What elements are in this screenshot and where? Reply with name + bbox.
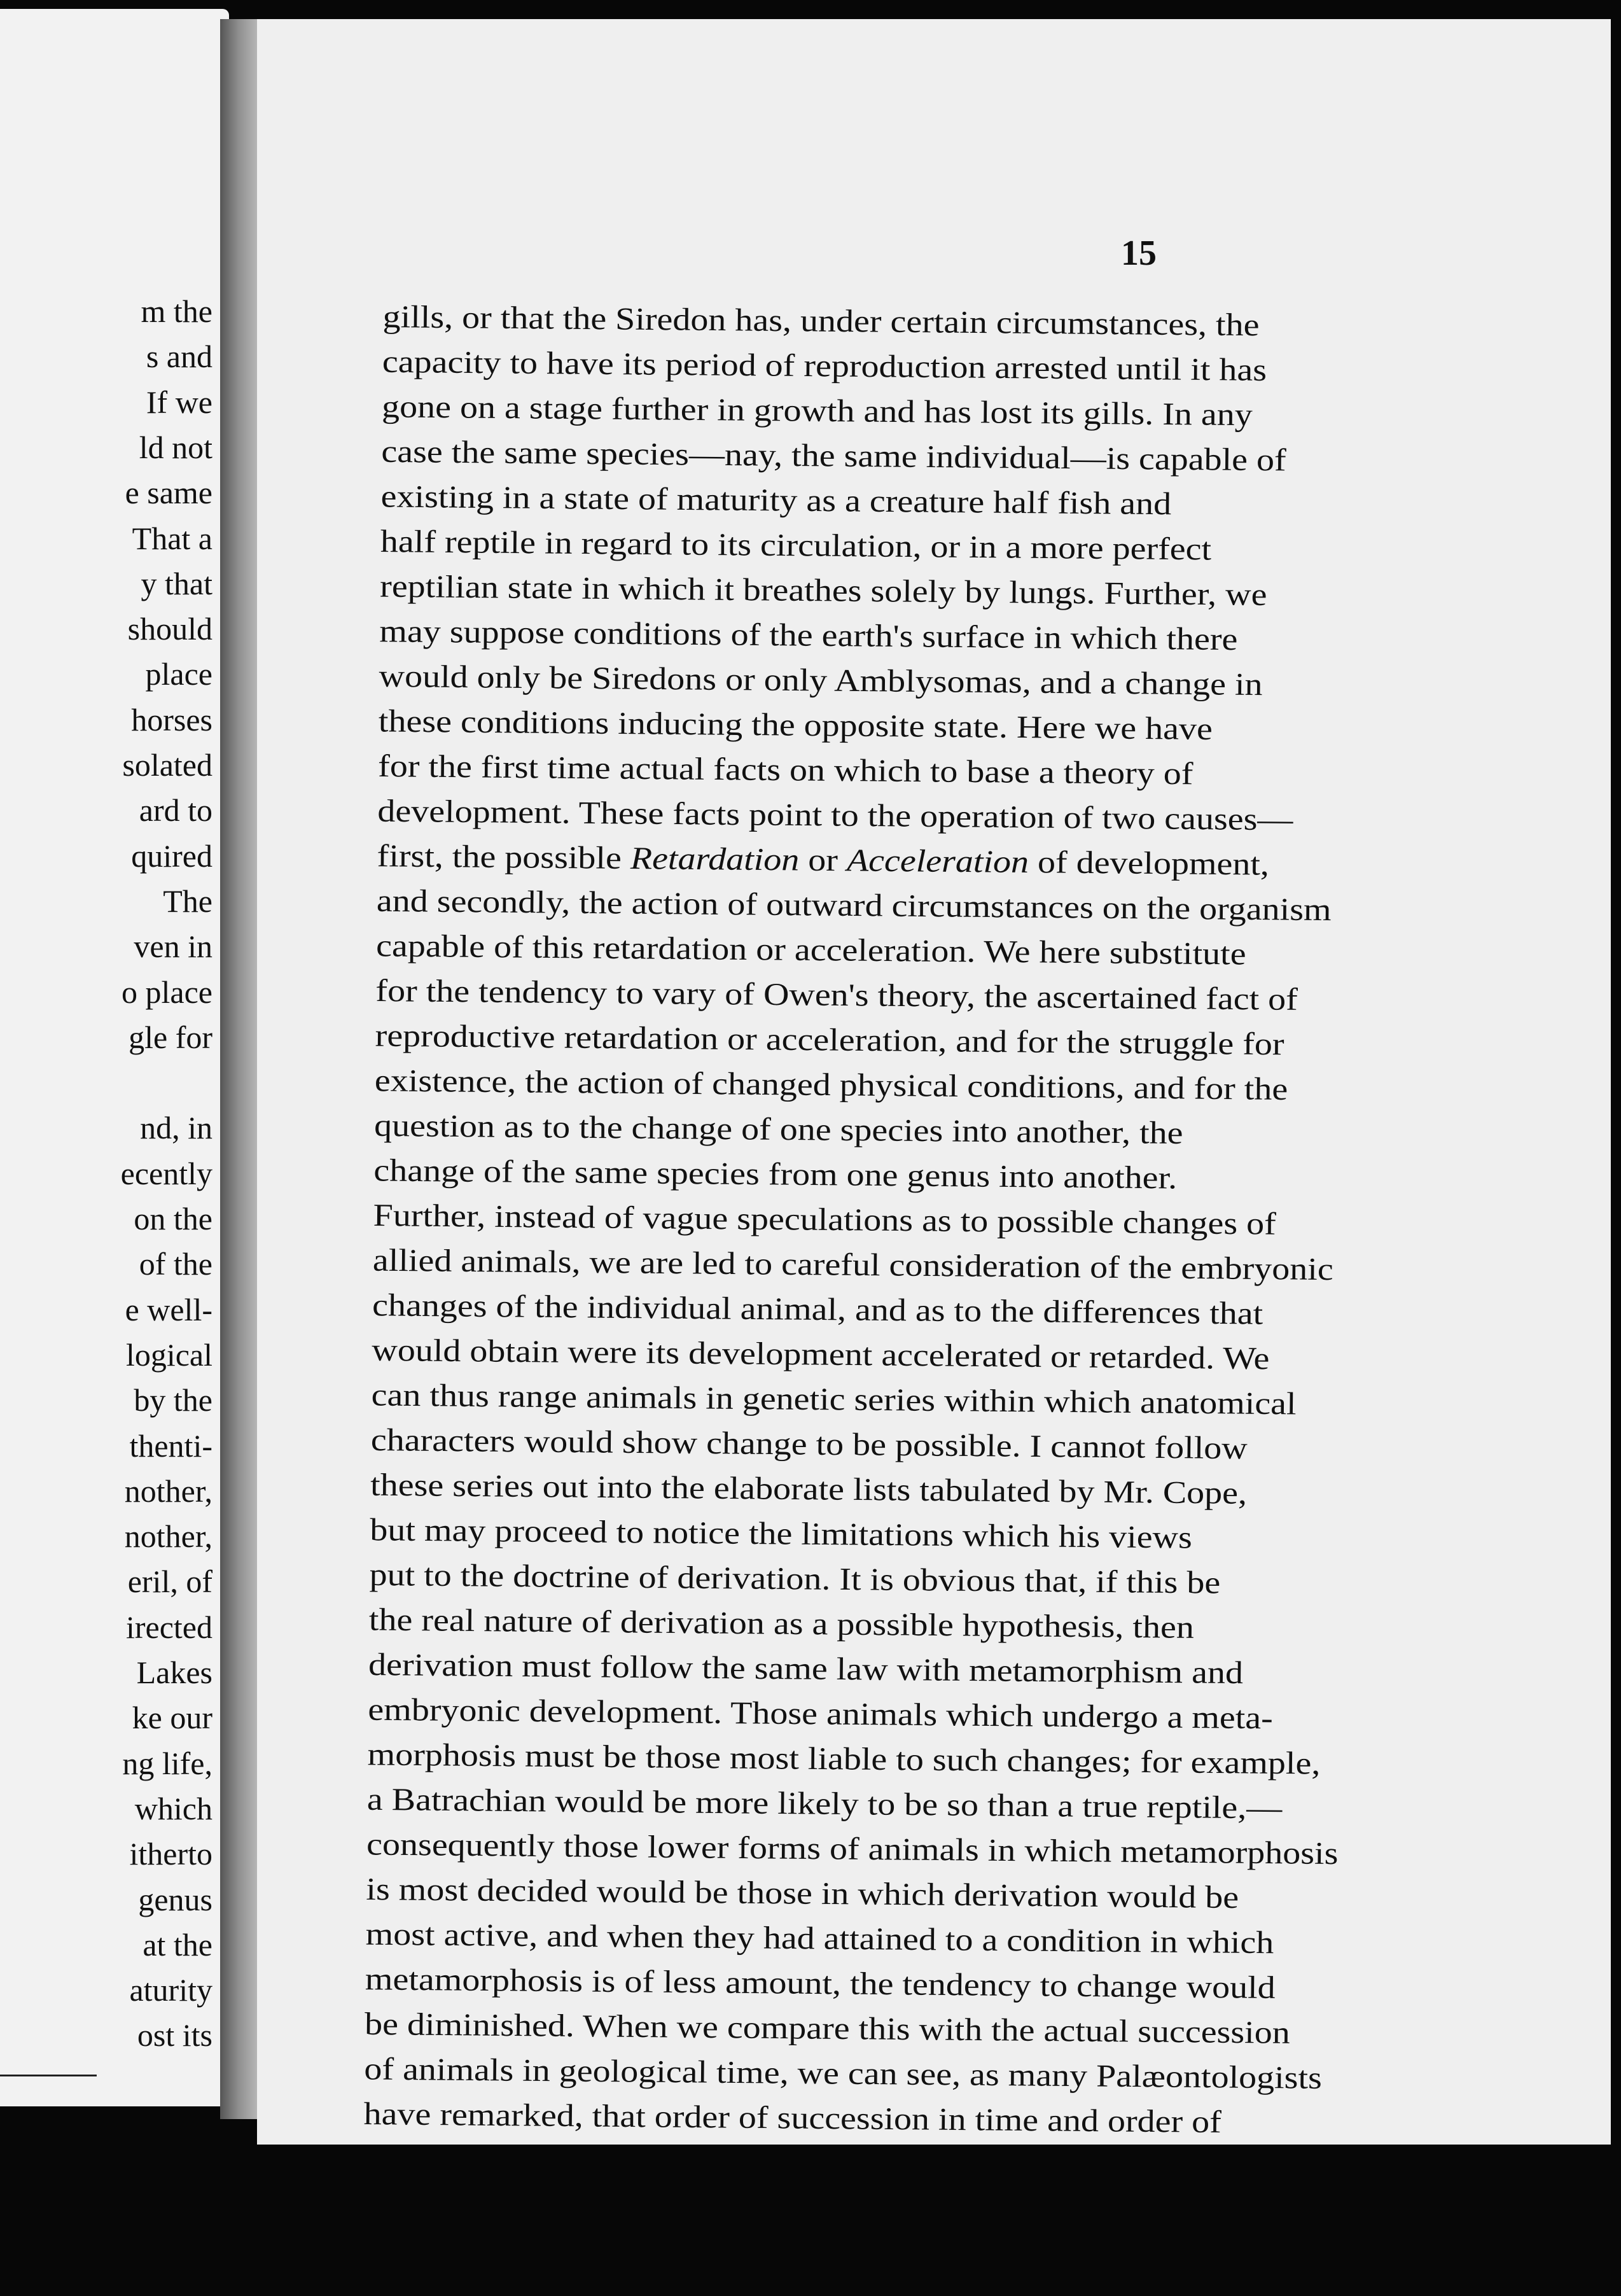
left-page-line: ost its bbox=[137, 2017, 212, 2054]
left-page-line: of the bbox=[139, 1246, 212, 1282]
left-page-line: genus bbox=[138, 1881, 212, 1917]
left-page-line: e same bbox=[125, 475, 212, 511]
body-text-line: changes of the individual animal, and as to the differences that bbox=[372, 1287, 1263, 1331]
body-text-line: existence, the action of changed physical conditions, and for the bbox=[374, 1062, 1288, 1107]
left-page-line: irected bbox=[125, 1609, 212, 1645]
left-page-line: logical bbox=[125, 1336, 212, 1373]
body-text-line: allied animals, we are led to careful consideration of the embryonic bbox=[372, 1242, 1334, 1287]
left-page-line: on the bbox=[134, 1201, 212, 1236]
body-text-line: be diminished. When we compare this with the actual succession bbox=[364, 2005, 1291, 2050]
body-text-line: question as to the change of one species into another, the bbox=[373, 1107, 1183, 1151]
body-text-line: these series out into the elaborate lists tabulated by Mr. Cope, bbox=[370, 1466, 1248, 1511]
left-page-line: aturity bbox=[129, 1972, 212, 2008]
body-text-line: of animals in geological time, we can see, as many Palæontologists bbox=[364, 2050, 1323, 2096]
left-page-line: quired bbox=[131, 837, 212, 874]
left-page-line: nd, in bbox=[140, 1110, 212, 1146]
body-text-line: half reptile in regard to its circulation, or in a more perfect bbox=[380, 522, 1212, 567]
body-text-line: for the first time actual facts on which to base a theory of bbox=[377, 748, 1193, 792]
left-page-line: Lakes bbox=[136, 1655, 212, 1690]
left-page-line: place bbox=[145, 656, 212, 692]
left-page-line: The bbox=[163, 883, 212, 919]
body-text-line: characters would show change to be possible. I cannot follow bbox=[370, 1422, 1248, 1466]
left-page-line: solated bbox=[122, 747, 212, 783]
left-page-line: should bbox=[127, 611, 212, 647]
body-text-line: gone on a stage further in growth and has lost its gills. In any bbox=[381, 388, 1253, 433]
body-text-line: can thus range animals in genetic series within which anatomical bbox=[371, 1376, 1297, 1422]
left-page-line: ng life, bbox=[122, 1745, 212, 1781]
left-page-line: ecently bbox=[120, 1155, 212, 1191]
left-page-line: ard to bbox=[139, 792, 212, 829]
body-text-line: morphosis must be those most liable to such changes; for example, bbox=[367, 1736, 1321, 1781]
left-page-line: ven in bbox=[134, 928, 212, 965]
body-text-line: capacity to have its period of reproduction arrested until it has bbox=[382, 343, 1267, 388]
page-number: 15 bbox=[1121, 234, 1157, 273]
body-text-line: put to the doctrine of derivation. It is obvious that, if this be bbox=[369, 1556, 1221, 1600]
left-page-line: itherto bbox=[129, 1836, 212, 1872]
left-page-line: horses bbox=[131, 701, 212, 738]
text-run: first, the possible bbox=[377, 837, 631, 876]
body-text-line: Further, instead of vague speculations as to possible changes of bbox=[373, 1197, 1277, 1242]
body-text-line: would only be Siredons or only Amblysomas, and a change in bbox=[379, 657, 1263, 703]
body-text-line: gills, or that the Siredon has, under certain circumstances, the bbox=[382, 298, 1260, 343]
body-text-line: consequently those lower forms of animals in which metamorphosis bbox=[366, 1826, 1339, 1872]
text-run: of development, bbox=[1028, 844, 1270, 882]
left-page-line: thenti- bbox=[129, 1427, 212, 1464]
body-text-line: metamorphosis is of less amount, the tendency to change would bbox=[365, 1961, 1276, 2005]
body-text-line: capable of this retardation or acceleration. We here substitute bbox=[375, 927, 1246, 972]
body-text-line: for the tendency to vary of Owen's theory, the ascertained fact of bbox=[375, 972, 1298, 1017]
left-page-fragment bbox=[0, 9, 229, 2106]
body-text-line: but may proceed to notice the limitations which his views bbox=[370, 1511, 1193, 1555]
body-text-line: derivation must follow the same law with metamorphism and bbox=[368, 1646, 1244, 1691]
left-page-line: at the bbox=[143, 1926, 212, 1963]
left-page-line: gle for bbox=[129, 1019, 212, 1055]
body-text-line: would obtain were its development accelerated or retarded. We bbox=[372, 1331, 1270, 1376]
left-page-line: ke our bbox=[132, 1700, 212, 1736]
left-page-line: y that bbox=[141, 565, 212, 601]
footnote-rule bbox=[0, 2075, 97, 2076]
left-page-line: nother, bbox=[124, 1473, 212, 1509]
book-gutter-shadow bbox=[220, 19, 261, 2119]
left-page-line: by the bbox=[134, 1382, 212, 1418]
body-text-line: case the same species—nay, the same individual—is capable of bbox=[381, 433, 1286, 478]
right-page bbox=[257, 19, 1611, 2145]
body-text-line: most active, and when they had attained to a condition in which bbox=[365, 1915, 1274, 1961]
left-page-line: o place bbox=[122, 974, 212, 1010]
body-text-line: reptilian state in which it breathes solely by lungs. Further, we bbox=[379, 568, 1267, 612]
text-run: or bbox=[799, 841, 847, 878]
left-page-line: ld not bbox=[139, 429, 212, 465]
body-text-line: a Batrachian would be more likely to be so than a true reptile,— bbox=[366, 1781, 1283, 1826]
body-text-line: and secondly, the action of outward circumstances on the organism bbox=[376, 882, 1332, 928]
body-text-line: change of the same species from one genus into another. bbox=[373, 1152, 1178, 1196]
body-text-line: is most decided would be those in which derivation would be bbox=[366, 1871, 1239, 1915]
left-page-line: nother, bbox=[124, 1518, 212, 1555]
left-page-line: eril, of bbox=[127, 1564, 212, 1600]
body-text-line: the real nature of derivation as a possible hypothesis, then bbox=[368, 1601, 1195, 1645]
body-text-line: development. These facts point to the operation of two causes— bbox=[377, 792, 1293, 837]
italic-term: Retardation bbox=[630, 840, 800, 878]
body-text-line: these conditions inducing the opposite state. Here we have bbox=[378, 703, 1213, 746]
left-page-line: s and bbox=[146, 339, 212, 375]
left-page-line: That a bbox=[132, 520, 212, 556]
body-text-line: embryonic development. Those animals which undergo a meta- bbox=[368, 1691, 1274, 1736]
left-page-line: which bbox=[134, 1790, 212, 1826]
left-page-line: If we bbox=[146, 384, 212, 420]
body-text-line: may suppose conditions of the earth's surface in which there bbox=[379, 613, 1238, 657]
left-page-line: e well- bbox=[125, 1291, 212, 1327]
left-page-line: m the bbox=[141, 293, 212, 329]
body-text-line: existing in a state of maturity as a creature half fish and bbox=[380, 478, 1172, 522]
body-text-line: reproductive retardation or acceleration, and for the struggle for bbox=[375, 1017, 1284, 1062]
body-text-line bbox=[377, 837, 1269, 882]
body-text-line: have remarked, that order of succession in time and order of bbox=[363, 2096, 1222, 2139]
italic-term: Acceleration bbox=[846, 842, 1029, 880]
